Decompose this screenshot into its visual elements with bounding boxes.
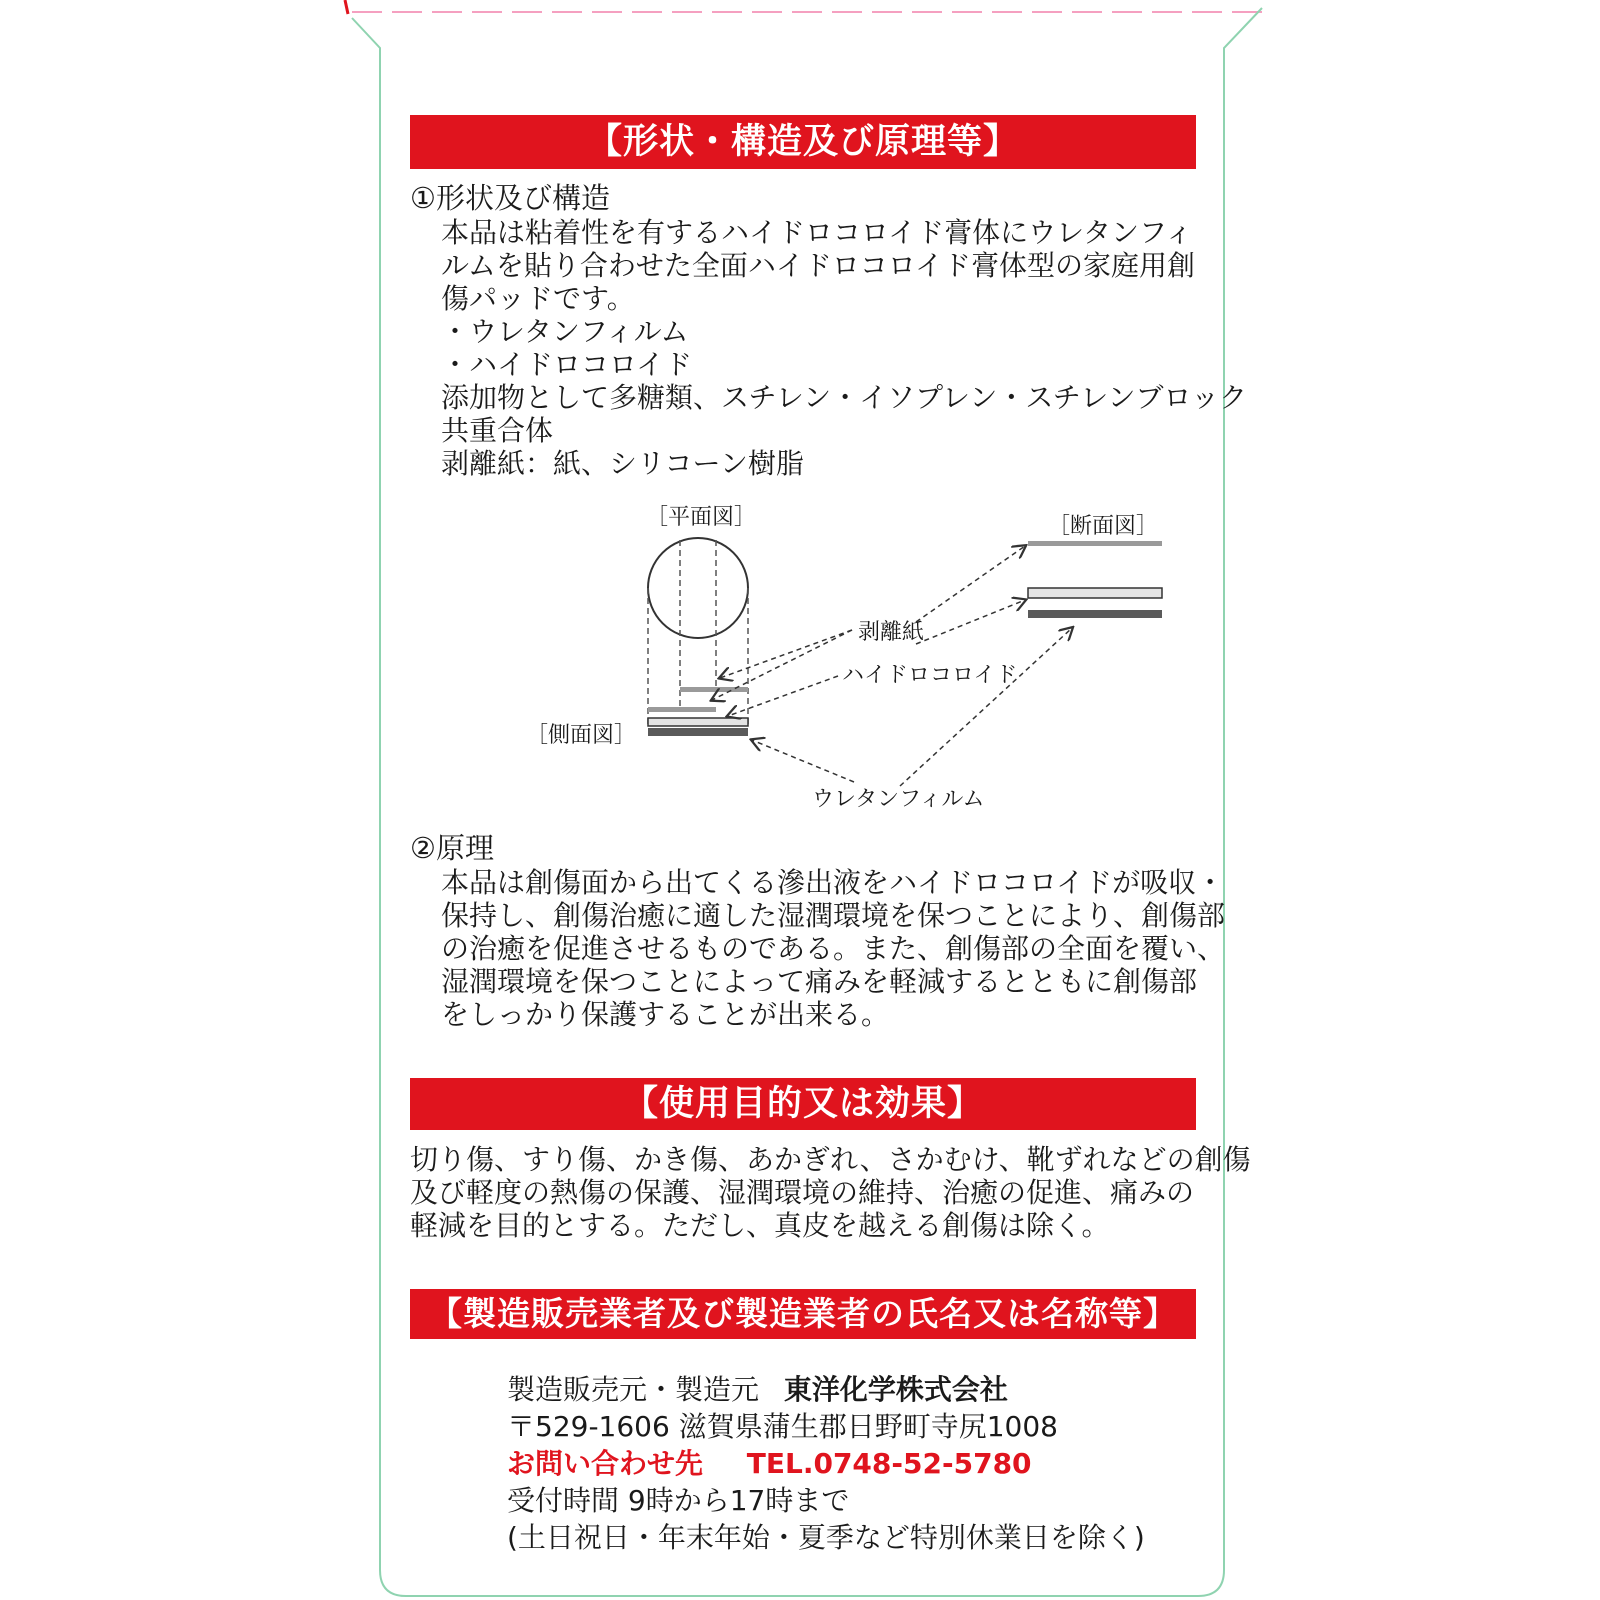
holiday-note: (土日祝日・年末年始・夏季など特別休業日を除く) [507, 1521, 1145, 1554]
hydrocolloid-leader [728, 676, 838, 716]
text-line: 保持し、創傷治癒に適した湿潤環境を保つことにより、創傷部 [441, 899, 1226, 932]
maker-role-row [507, 1371, 1145, 1408]
business-hours: 受付時間 9時から17時まで [507, 1484, 850, 1517]
text-line: の治癒を促進させるものである。また、創傷部の全面を覆い、 [441, 932, 1226, 965]
text-line: 剥離紙：紙、シリコーン樹脂 [441, 447, 804, 480]
address: 〒529-1606 滋賀県蒲生郡日野町寺尻1008 [507, 1410, 1058, 1443]
principle-heading: ②原理 [410, 831, 494, 865]
text-line: ・ハイドロコロイド [441, 348, 693, 381]
manufacturer-header: 【製造販売業者及び製造業者の氏名又は名称等】 [410, 1289, 1196, 1339]
principle-description [441, 866, 1225, 1031]
plan-view-label: ［平面図］ [646, 505, 757, 530]
plan-view-circle [648, 538, 748, 638]
text-line: 共重合体 [441, 414, 554, 447]
urethane-film-label: ウレタンフィルム [812, 787, 985, 812]
company-name: 東洋化学株式会社 [783, 1373, 1008, 1406]
text-line: 傷パッドです。 [441, 282, 635, 315]
contact-label: お問い合わせ先 [507, 1447, 704, 1480]
manufacturer-info [507, 1371, 1145, 1556]
shape-heading: ①形状及び構造 [410, 181, 610, 215]
text-line: ルムを貼り合わせた全面ハイドロコロイド膏体型の家庭用創 [441, 249, 1196, 282]
section-urethane-film [1028, 610, 1162, 618]
phone-number: TEL.0748-52-5780 [746, 1447, 1032, 1480]
urethane-film-leader [900, 628, 1072, 786]
purpose-header: 【使用目的又は効果】 [410, 1078, 1196, 1130]
release-paper-leader [720, 630, 852, 678]
release-paper-leader [916, 546, 1025, 622]
text-line: 及び軽度の熱傷の保護、湿潤環境の維持、治癒の促進、痛みの [410, 1176, 1195, 1209]
text-line: 切り傷、すり傷、かき傷、あかぎれ、さかむけ、靴ずれなどの創傷 [410, 1143, 1251, 1176]
urethane-film-leader [752, 740, 854, 782]
text-line: 添加物として多糖類、スチレン・イソプレン・スチレンブロック [441, 381, 1247, 414]
maker-role: 製造販売元・製造元 [507, 1373, 760, 1406]
text-line: 湿潤環境を保つことによって痛みを軽減するとともに創傷部 [441, 965, 1198, 998]
cross-section-label: ［断面図］ [1048, 514, 1159, 539]
text-line: 本品は粘着性を有するハイドロコロイド膏体にウレタンフィ [441, 216, 1193, 249]
purpose-description [410, 1143, 1251, 1242]
side-release-paper [648, 707, 716, 712]
hydrocolloid-leader [916, 600, 1025, 644]
shape-structure-header: 【形状・構造及び原理等】 [410, 115, 1196, 169]
hydrocolloid-label: ハイドロコロイド [842, 663, 1018, 688]
section-hydrocolloid [1028, 588, 1162, 598]
structure-diagram [520, 500, 1220, 830]
text-line: ・ウレタンフィルム [441, 315, 689, 348]
side-hydrocolloid [648, 718, 748, 726]
text-line: をしっかり保護することが出来る。 [441, 998, 890, 1031]
release-paper-label: 剥離紙 [858, 620, 925, 645]
text-line: 軽減を目的とする。ただし、真皮を越える創傷は除く。 [410, 1209, 1110, 1242]
side-view-label: ［側面図］ [526, 723, 637, 748]
section-release-paper [1028, 541, 1162, 546]
contact-row [507, 1445, 1145, 1482]
shape-description [441, 216, 1247, 480]
text-line: 本品は創傷面から出てくる滲出液をハイドロコロイドが吸収・ [441, 866, 1225, 899]
side-urethane-film [648, 728, 748, 736]
